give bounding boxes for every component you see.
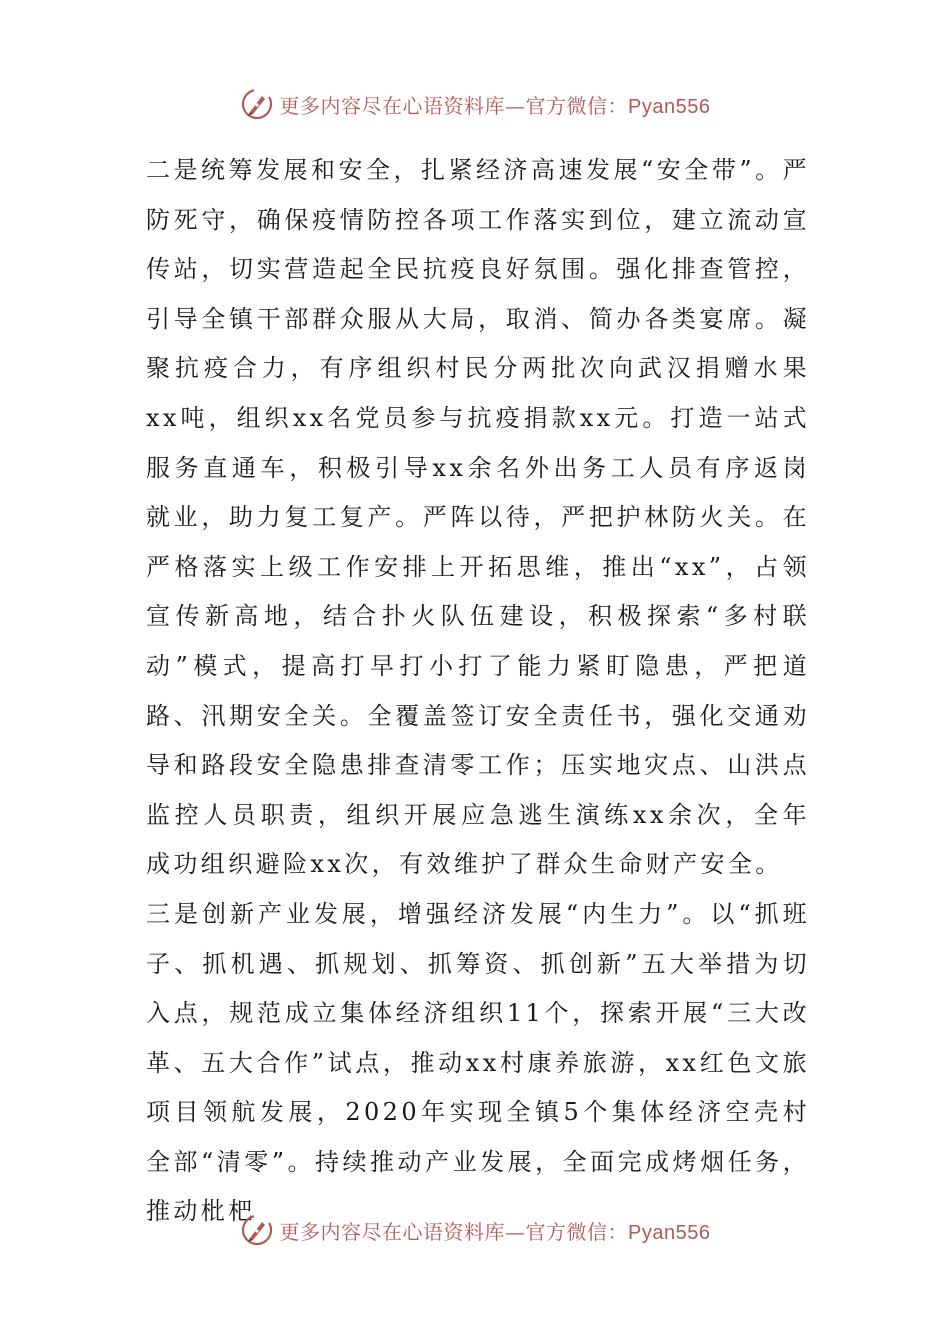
paragraph-industry: 三是创新产业发展，增强经济发展“内生力”。以“抓班子、抓机遇、抓规划、抓筹资、抓创新”五大举措为切入点，规范成立集体经济组织11个，探索开展“三大改革、五大合作”试点，推动xx村康养旅游，xx红色文旅项目领航发展，2020年实现全镇5个集体经济空壳村全部“清零”。持续推动产业发展，全面完成烤烟任务，推动枇杷 <box>146 899 810 1226</box>
pen-logo-icon <box>240 1213 274 1247</box>
watermark-label: 更多内容尽在心语资料库—官方微信： <box>279 1219 629 1244</box>
header-watermark <box>0 84 950 124</box>
watermark-text <box>280 1216 711 1245</box>
paragraph-safety: 二是统筹发展和安全，扎紧经济高速发展“安全带”。严防死守，确保疫情防控各项工作落实到位，建立流动宣传站，切实营造起全民抗疫良好氛围。强化排查管控，引导全镇干部群众服从大局，取消、简办各类宴席。凝聚抗疫合力，有序组织村民分两批次向武汉捐赠水果xx吨，组织xx名党员参与抗疫捐款xx元。打造一站式服务直通车，积极引导xx余名外出务工人员有序返岗就业，助力复工复产。严阵以待，严把护林防火关。在严格落实上级工作安排上开拓思维，推出“xx”，占领宣传新高地，结合扑火队伍建设，积极探索“多村联动”模式，提高打早打小打了能力紧盯隐患，严把道路、汛期安全关。全覆盖签订安全责任书，强化交通劝导和路段安全隐患排查清零工作；压实地灾点、山洪点监控人员职责，组织开展应急逃生演练xx余次，全年成功组织避险xx次，有效维护了群众生命财产安全。 <box>146 156 810 879</box>
watermark-wechat-id: Pyan556 <box>628 1221 711 1244</box>
watermark-wechat-id: Pyan556 <box>628 95 711 118</box>
watermark-label: 更多内容尽在心语资料库—官方微信： <box>279 93 629 118</box>
document-body <box>146 146 810 1237</box>
watermark-text <box>280 90 711 119</box>
footer-watermark <box>0 1210 950 1250</box>
pen-logo-icon <box>240 87 274 121</box>
